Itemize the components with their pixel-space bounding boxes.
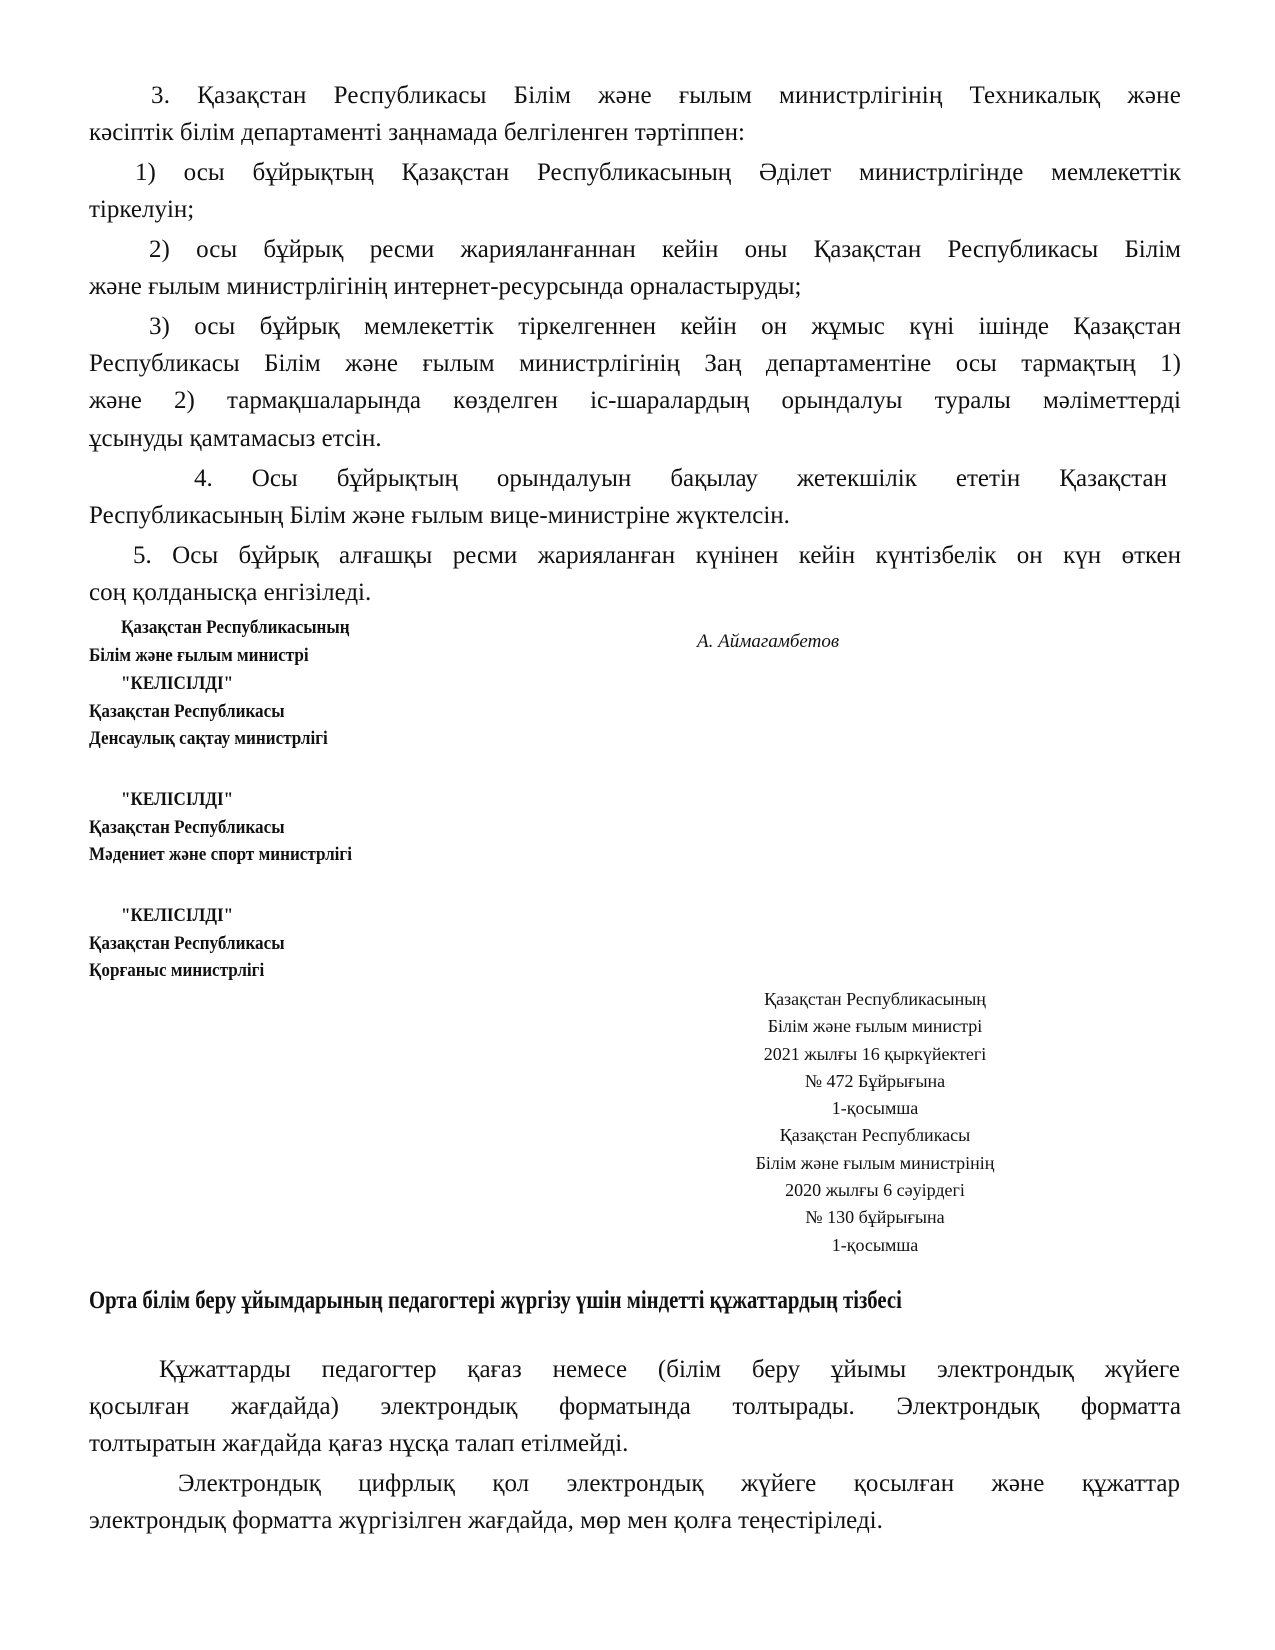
body-line: ұсынуды қамтамасыз етсін.: [89, 425, 382, 452]
annex-line: Қазақстан Республикасы: [779, 1125, 971, 1146]
body-line: және ғылым министрлігінің интернет-ресурсында орналастыруды;: [89, 273, 802, 300]
approval-org: Қазақстан Республикасы: [89, 933, 285, 954]
section-line: толтыратын жағдайда қағаз нұсқа талап етілмейді.: [89, 1430, 629, 1457]
minister-title: Білім және ғылым министрі: [89, 645, 309, 666]
minister-title: Қазақстан Республикасының: [121, 617, 350, 638]
approval-org: Денсаулық сақтау министрлігі: [89, 728, 328, 749]
annex-line: № 130 бұйрығына: [805, 1207, 945, 1228]
approval-label: "КЕЛІСІЛДІ": [121, 905, 234, 926]
section-title: Орта білім беру ұйымдарының педагогтері жүргізу үшін міндетті құжаттардың тізбесі: [89, 1287, 902, 1314]
body-line: 2) осы бұйрық ресми жарияланғаннан кейін оны Қазақстан Республикасы Білім: [149, 236, 1181, 263]
annex-reference: [700, 986, 1050, 1259]
body-line: 4. Осы бұйрықтың орындалуын бақылау жетекшілік ететін Қазақстан: [194, 465, 1167, 492]
approval-label: "КЕЛІСІЛДІ": [121, 789, 234, 810]
section-line: Құжаттарды педагогтер қағаз немесе (білім беру ұйымы электрондық жүйеге: [159, 1356, 1180, 1383]
body-line: кәсіптік білім департаменті заңнамада белгіленген тәртіппен:: [89, 119, 745, 146]
body-line: 5. Осы бұйрық алғашқы ресми жарияланған күнінен кейін күнтізбелік он күн өткен: [133, 542, 1181, 569]
annex-line: 1-қосымша: [831, 1234, 919, 1255]
annex-line: № 472 Бұйрығына: [804, 1070, 946, 1091]
body-line: тіркелуін;: [89, 196, 195, 223]
approval-org: Қазақстан Республикасы: [89, 701, 285, 722]
body-line: 3) осы бұйрық мемлекеттік тіркелгеннен кейін он жұмыс күні ішінде Қазақстан: [149, 313, 1181, 340]
body-line: және 2) тармақшаларында көзделген іс-шаралардың орындалуы туралы мәліметтерді: [89, 387, 1181, 414]
annex-line: Білім және ғылым министрі: [767, 1016, 983, 1037]
body-line: 1) осы бұйрықтың Қазақстан Республикасының Әділет министрлігінде мемлекеттік: [135, 159, 1181, 186]
annex-line: Қазақстан Республикасының: [764, 989, 986, 1009]
annex-line: Білім және ғылым министрінің: [755, 1152, 995, 1173]
approval-org: Қазақстан Республикасы: [89, 817, 285, 838]
approval-org: Мәдениет және спорт министрлігі: [89, 844, 352, 865]
minister-name: А. Аймагамбетов: [697, 631, 840, 652]
section-line: Электрондық цифрлық қол электрондық жүйеге қосылған және құжаттар: [178, 1470, 1180, 1497]
body-line: соң қолданысқа енгізіледі.: [89, 579, 372, 606]
section-line: электрондық форматта жүргізілген жағдайда, мөр мен қолға теңестіріледі.: [89, 1507, 883, 1534]
body-line: 3. Қазақстан Республикасы Білім және ғылым министрлігінің Техникалық және: [151, 82, 1181, 109]
section-line: қосылған жағдайда) электрондық форматында толтырады. Электрондық форматта: [89, 1393, 1181, 1420]
body-line: Республикасы Білім және ғылым министрлігінің Заң департаментіне осы тармақтың 1): [89, 350, 1181, 377]
annex-line: 1-қосымша: [831, 1098, 919, 1119]
approval-label: "КЕЛІСІЛДІ": [121, 673, 234, 694]
annex-line: 2021 жылғы 16 қыркүйектегі: [763, 1043, 987, 1064]
annex-line: 2020 жылғы 6 сәуірдегі: [785, 1180, 965, 1201]
approval-org: Қорғаныс министрлігі: [89, 960, 265, 981]
body-line: Республикасының Білім және ғылым вице-министріне жүктелсін.: [89, 502, 790, 529]
